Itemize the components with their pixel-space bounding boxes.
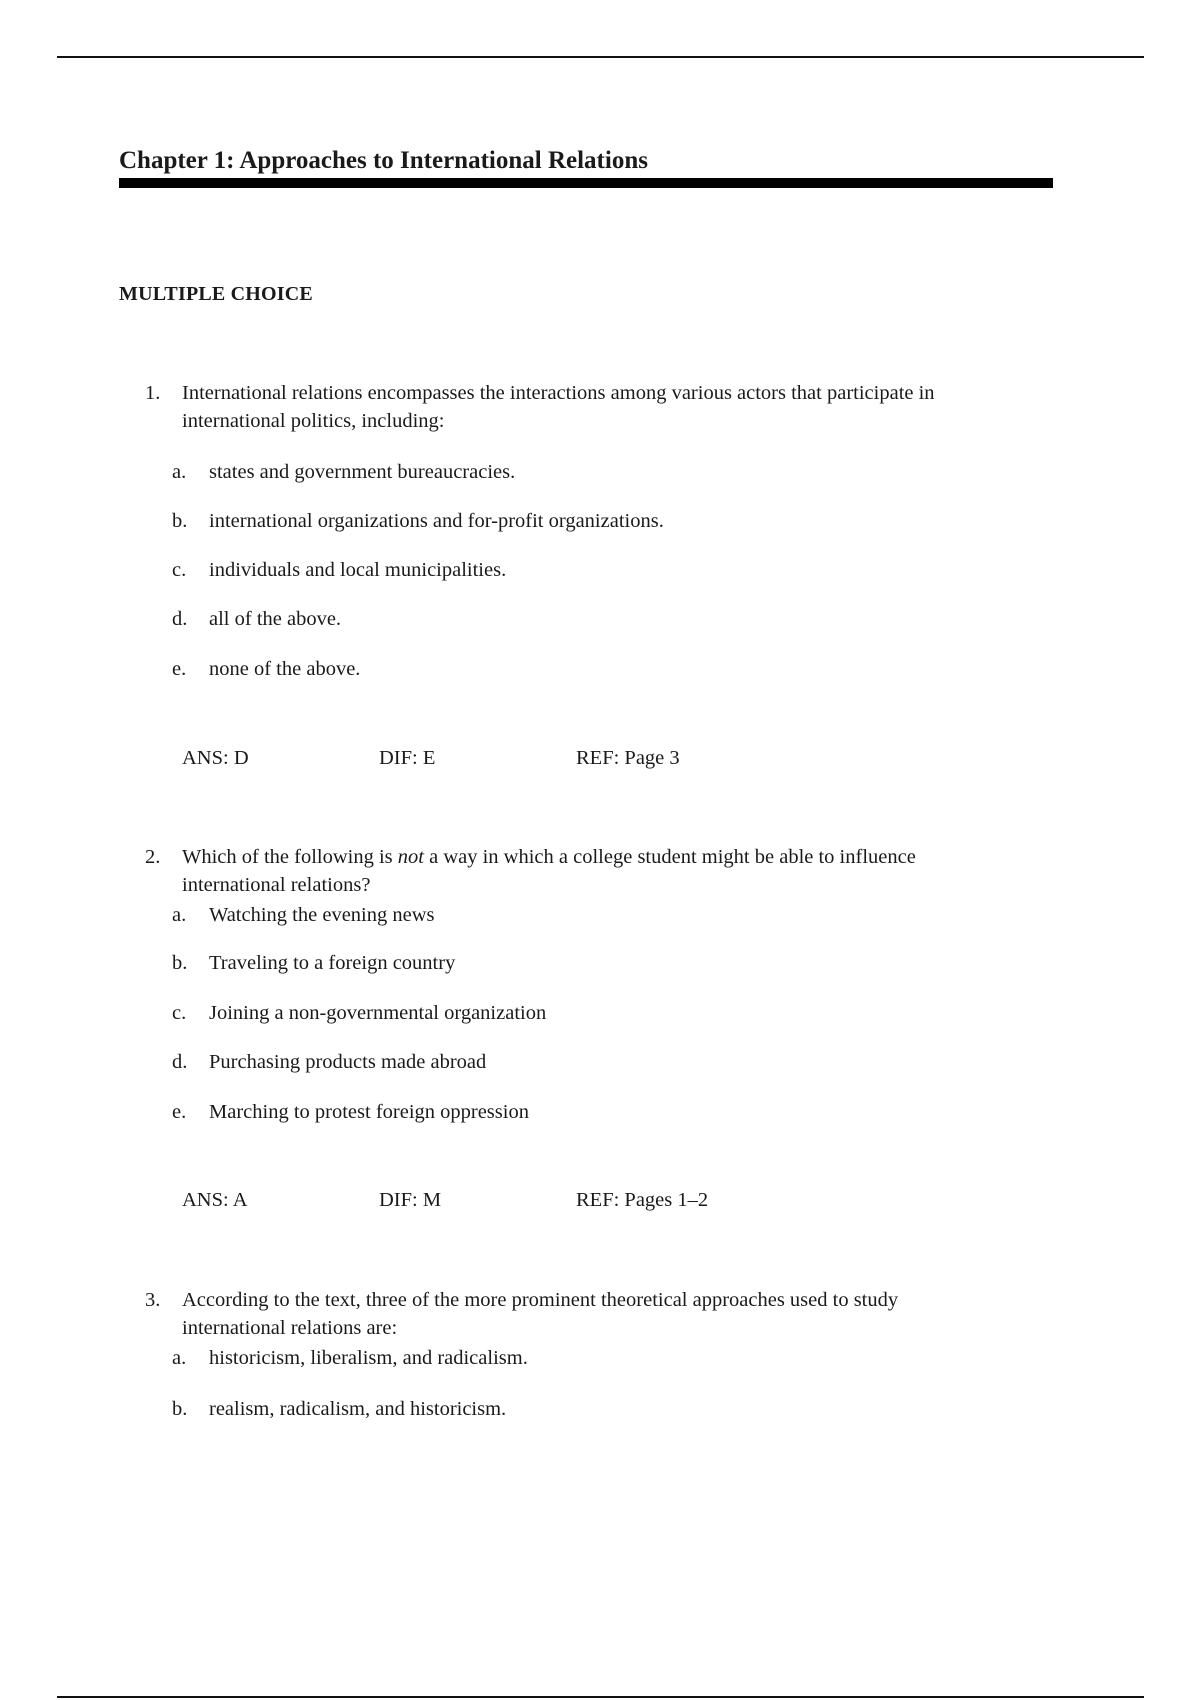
difficulty-value: DIF: M	[379, 1189, 442, 1211]
difficulty-value: DIF: E	[379, 747, 436, 769]
option-letter: b.	[172, 1398, 188, 1420]
option-text: Watching the evening news	[209, 904, 435, 926]
option	[172, 606, 341, 632]
option-letter: a.	[172, 461, 187, 483]
chapter-title: Chapter 1: Approaches to International Relations	[119, 147, 648, 174]
option-text: Traveling to a foreign country	[209, 952, 456, 974]
option-letter: b.	[172, 952, 188, 974]
option	[172, 902, 435, 928]
bottom-rule	[57, 1696, 1144, 1698]
option-letter: e.	[172, 1101, 187, 1123]
option-letter: c.	[172, 559, 187, 581]
option	[172, 1099, 529, 1125]
option-text: historicism, liberalism, and radicalism.	[209, 1347, 528, 1369]
top-rule	[57, 56, 1144, 58]
option-text: Marching to protest foreign oppression	[209, 1101, 529, 1123]
question-text: According to the text, three of the more prominent theoretical approaches used to study international relations are:	[182, 1289, 899, 1339]
reference-value: REF: Page 3	[576, 747, 680, 769]
option-text: states and government bureaucracies.	[209, 461, 516, 483]
option	[172, 1000, 546, 1026]
option-text: individuals and local municipalities.	[209, 559, 507, 581]
option-letter: a.	[172, 904, 187, 926]
option	[172, 508, 664, 534]
question-text: International relations encompasses the interactions among various actors that participate in international politics, including:	[182, 382, 935, 432]
title-underline-bar	[119, 178, 1053, 188]
option	[172, 557, 506, 583]
question-stem	[145, 1286, 1005, 1342]
answer-value: ANS: A	[182, 1189, 248, 1211]
question-stem	[145, 379, 1005, 435]
question-text: Which of the following is	[182, 846, 398, 868]
question-3	[145, 1286, 1005, 1420]
reference-value: REF: Pages 1–2	[576, 1189, 709, 1211]
option-text: none of the above.	[209, 658, 361, 680]
option	[172, 950, 455, 976]
question-number: 1.	[145, 382, 161, 404]
option	[172, 1396, 506, 1422]
option-text: all of the above.	[209, 608, 342, 630]
question-1	[145, 379, 1005, 769]
option	[172, 656, 360, 682]
answer-value: ANS: D	[182, 747, 249, 769]
option-letter: d.	[172, 608, 188, 630]
option-text: international organizations and for-profit organizations.	[209, 510, 664, 532]
option-letter: d.	[172, 1051, 188, 1073]
option	[172, 1345, 528, 1371]
question-number: 2.	[145, 846, 161, 868]
option-letter: b.	[172, 510, 188, 532]
option-text: Purchasing products made abroad	[209, 1051, 487, 1073]
question-2	[145, 843, 1005, 1211]
option-text: Joining a non-governmental organization	[209, 1002, 547, 1024]
question-emphasis: not	[397, 846, 424, 868]
option	[172, 459, 515, 485]
option-letter: a.	[172, 1347, 187, 1369]
option-letter: c.	[172, 1002, 187, 1024]
question-number: 3.	[145, 1289, 161, 1311]
option-text: realism, radicalism, and historicism.	[209, 1398, 507, 1420]
question-text-continued: a way in which a college student might be able to influence international relations?	[182, 846, 916, 896]
option	[172, 1049, 486, 1075]
section-heading: MULTIPLE CHOICE	[119, 283, 313, 305]
option-letter: e.	[172, 658, 187, 680]
question-stem	[145, 843, 1005, 899]
